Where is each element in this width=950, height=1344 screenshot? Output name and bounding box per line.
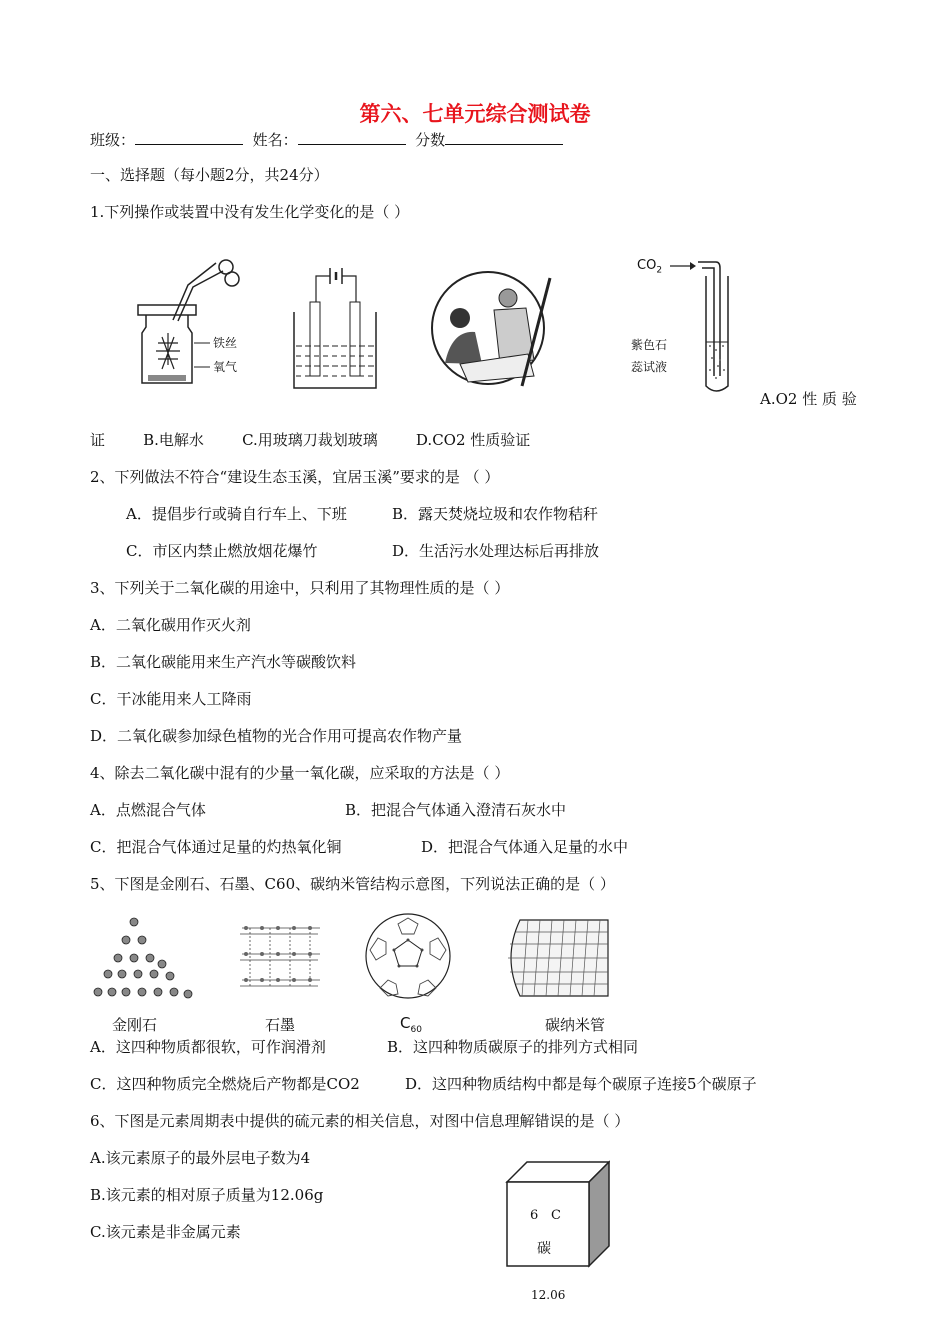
section-heading: 一、选择题（每小题2分，共24分） (90, 166, 329, 184)
q5-option-b: B．这四种物质碳原子的排列方式相同 (387, 1038, 639, 1056)
q2-option-c: C．市区内禁止燃放烟花爆竹 (126, 542, 318, 560)
q1-stem: 1.下列操作或装置中没有发生化学变化的是（ ） (90, 203, 410, 221)
q4-option-d: D．把混合气体通入足量的水中 (421, 838, 629, 856)
q6-stem: 6、下图是元素周期表中提供的硫元素的相关信息，对图中信息理解错误的是（ ） (90, 1112, 630, 1130)
q5-option-c: C．这四种物质完全燃烧后产物都是CO2 (90, 1075, 360, 1093)
element-name: 碳 (537, 1241, 551, 1257)
iron-wire-label: 铁丝 (213, 336, 238, 350)
name-label: 姓名： (252, 131, 298, 149)
q5-option-a: A．这四种物质都很软，可作润滑剂 (90, 1038, 326, 1056)
page-title: 第六、七单元综合测试卷 (359, 102, 591, 126)
c60-label: $C_{60}$ (400, 1014, 422, 1035)
q3-stem: 3、下列关于二氧化碳的用途中，只利用了其物理性质的是（ ） (90, 579, 510, 597)
oxygen-label: 氧气 (213, 360, 238, 374)
diamond-label: 金刚石 (112, 1016, 158, 1034)
graphite-label: 石墨 (265, 1016, 296, 1034)
co2-label: $CO_2$ (637, 258, 663, 276)
q4-stem: 4、除去二氧化碳中混有的少量一氧化碳，应采取的方法是（ ） (90, 764, 510, 782)
q6-option-a: A.该元素原子的最外层电子数为4 (90, 1149, 311, 1167)
score-label: 分数 (415, 131, 446, 149)
graphite-structure-figure (236, 906, 326, 1006)
q3-option-d: D．二氧化碳参加绿色植物的光合作用可提高农作物产量 (90, 727, 463, 745)
diamond-structure-figure (90, 912, 200, 1004)
q3-option-b: B．二氧化碳能用来生产汽水等碳酸饮料 (90, 653, 357, 671)
electrolysis-figure (288, 262, 383, 392)
q2-option-a: A．提倡步行或骑自行车上、下班 (126, 505, 347, 523)
q2-option-b: B．露天焚烧垃圾和农作物秸秆 (392, 505, 599, 523)
q1-option-a-start: A.O2 性 质 验 (760, 390, 857, 408)
q4-option-a: A．点燃混合气体 (90, 801, 206, 819)
q3-option-c: C．干冰能用来人工降雨 (90, 690, 252, 708)
q5-stem: 5、下图是金刚石、石墨、C60、碳纳米管结构示意图，下列说法正确的是（ ） (90, 875, 615, 893)
litmus-label-1: 紫色石 (631, 338, 668, 352)
class-label: 班级： (90, 131, 136, 149)
score-blank[interactable] (445, 130, 563, 145)
q2-option-d: D．生活污水处理达标后再排放 (392, 542, 600, 560)
q4-option-b: B．把混合气体通入澄清石灰水中 (345, 801, 567, 819)
carbon-nanotube-figure (500, 914, 614, 1004)
glass-cutting-figure (430, 268, 555, 393)
element-mass: 12.06 (531, 1288, 566, 1302)
q1-options: 证 B.电解水 C.用玻璃刀裁划玻璃 D.CO2 性质验证 (90, 431, 531, 449)
q6-option-c: C.该元素是非金属元素 (90, 1223, 241, 1241)
q5-option-d: D．这四种物质结构中都是每个碳原子连接5个碳原子 (405, 1075, 757, 1093)
header-fields (90, 129, 563, 150)
q6-option-b: B.该元素的相对原子质量为12.06g (90, 1186, 324, 1204)
c60-structure-figure (362, 910, 454, 1006)
class-blank[interactable] (135, 130, 243, 145)
litmus-test-figure (668, 254, 738, 394)
name-blank[interactable] (298, 130, 406, 145)
nanotube-label: 碳纳米管 (545, 1016, 606, 1034)
q2-stem: 2、下列做法不符合“建设生态玉溪，宜居玉溪”要求的是 （ ） (90, 468, 500, 486)
litmus-label-2: 蕊试液 (631, 360, 668, 374)
element-number: 6 (530, 1208, 539, 1223)
q3-option-a: A．二氧化碳用作灭火剂 (90, 616, 251, 634)
element-symbol: C (551, 1208, 561, 1223)
q4-option-c: C．把混合气体通过足量的灼热氧化铜 (90, 838, 342, 856)
